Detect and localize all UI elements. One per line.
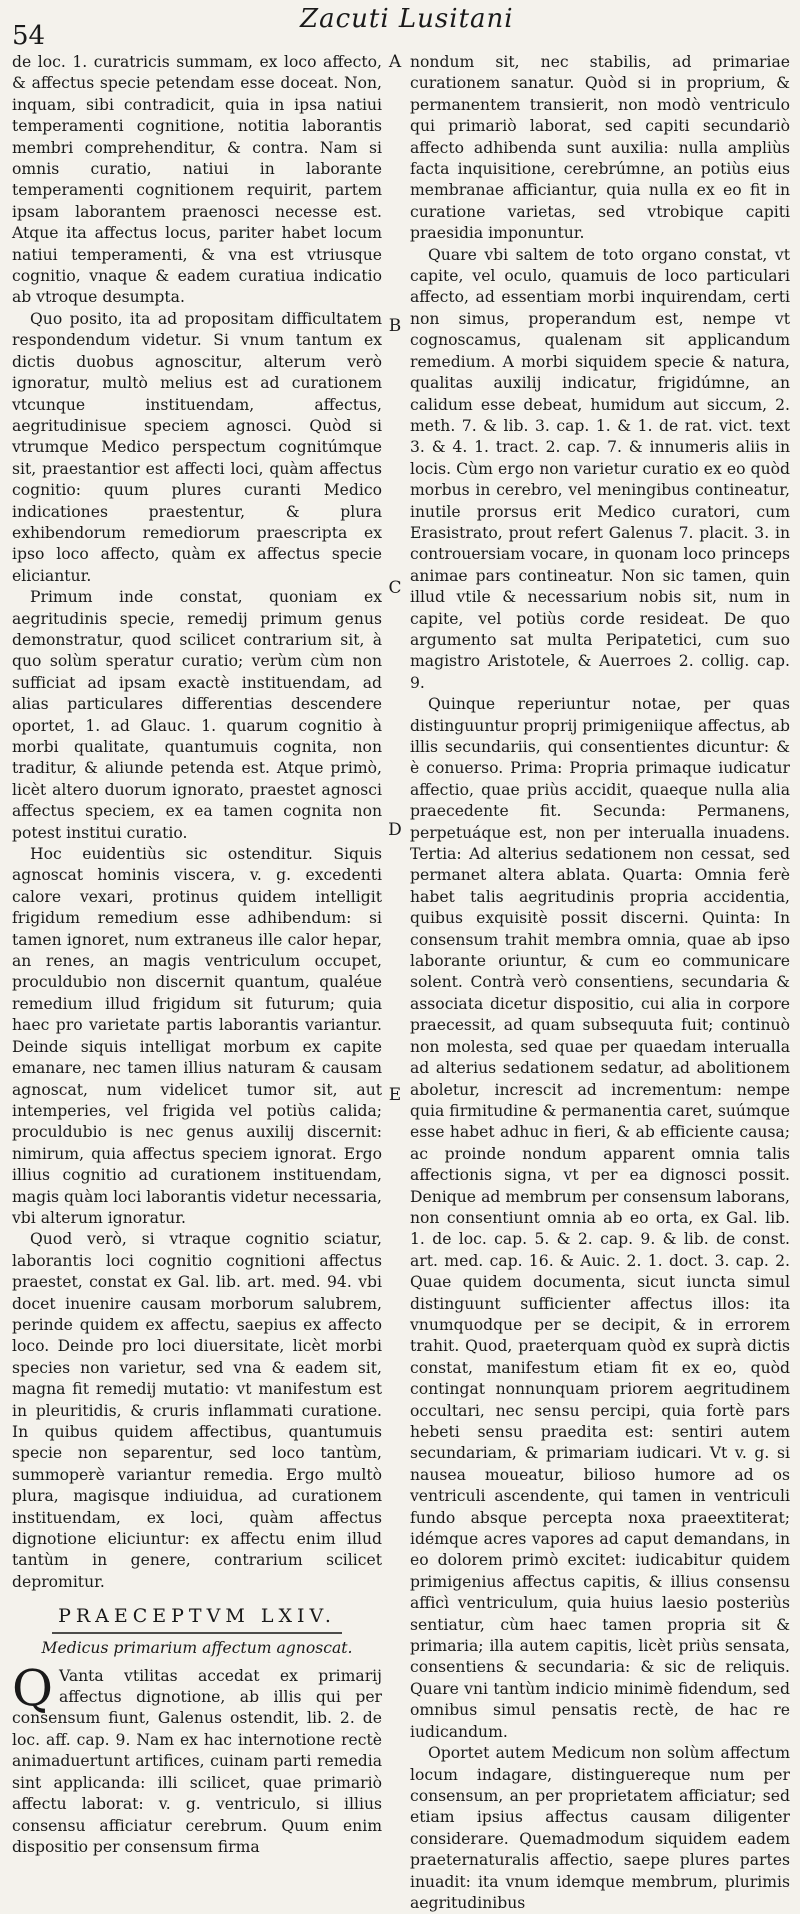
margin-letter: E [388,1085,402,1105]
paragraph: Quinque reperiuntur notae, per quas distinguuntur proprij primigeniique affectus, ab illis secundariis, qui consentientes dicuntur: & è conuerso. Prima: Propria primaque iudicatur affectio, quae priùs accidit, quaeque nulla alia praecedente fit. Secunda: Permanens, perpetuáque est, non per interualla inuadens. Tertia: Ad alterius sedationem non cessat, sed permanet altera ablata. Quarta: Omnia ferè habet talis aegritudinis propria accidentia, quibus exquisitè possit discerni. Quinta: In consensum trahit membra omnia, quae ab ipso laborante oriuntur, & cum eo communicare solent. Contrà verò consentiens, secundaria & associata dicetur dispositio, cui alia in corpore praecessit, ad quam subsequuta fuit; continuò non molesta, sed quae per quaedam interualla ad alterius sedationem sedatur, ad abolitionem aboletur, increscit ad incrementum: nempe quia firmitudine & permanentia caret, suúmque esse habet adhuc in fieri, & ab efficiente causa; ac proinde nondum apparent omnia talis affectionis signa, vt per ea dignosci possit. Denique ad membrum per consensum laborans, non consentiunt omnia ab eo orta, ex Gal. lib. 1. de loc. cap. 5. & 2. cap. 9. & lib. de const. art. med. cap. 16. & Auic. 2. 1. doct. 3. cap. 2. Quae quidem documenta, sicut iuncta simul distinguunt sufficienter affectus illos: ita vnumquodque per se decipit, & in errorem trahit. Quod, praeterquam quòd ex suprà dictis constat, manifestum etiam fit ex eo, quòd contingat nonnunquam priorem aegritudinem occultari, nec sensu percipi, quia fortè pars hebeti sensu praedita est: sentiri autem secundariam, & primariam iudicari. Vt v. g. si nausea moueatur, bilioso humore ad os ventriculi ascendente, qui tamen in ventriculi fundo absque percepta noxa praeextiterat; idémque acres vapores ad caput demandans, in eo dolorem primò excitet: iudicabitur quidem primigenius affectus capitis, & illius consensu afficì ventriculum, quia huius laesio posteriùs sentiatur, cùm haec tamen propria sit & primaria; illa autem capitis, licèt priùs sensata, consentiens & secundaria: & sic de reliquis. Quare vni tantùm indicio minimè fidendum, sed omnibus simul pensatis rectè, de hac re iudicandum. [410,695,790,1741]
paragraph: Oportet autem Medicum non solùm affectum locum indagare, distinguereque num per consensum, an per proprietatem afficiatur; sed etiam ipsius affectus causam diligenter considerare. Quemadmodum siquidem eadem praeternaturalis affectio, saepe plures partes inuadit: ita vnum idemque membrum, plurimis aegritudinibus [410,1744,790,1912]
section-divider [52,1632,342,1634]
margin-letter: A [388,52,402,72]
section-subtitle: Medicus primarium affectum agnoscat. [41,1639,353,1658]
paragraph: Quod verò, si vtraque cognitio sciatur, laborantis loci cognitio cognitioni affectus praestet, constat ex Gal. lib. art. med. 94. vbi docet inuenire causam morborum salubrem, perinde quidem ex affectu, saepius ex affecto loco. Deinde pro loci diuersitate, licèt morbi species non varietur, sed vna & eadem sit, magna fit remedij mutatio: vt manifestum est in pleuritidis, & cruris inflammati curatione. In quibus quidem affectibus, quantumuis specie non separentur, sed loco tantùm, summoperè variantur remedia. Ergo multò plura, magisque indiuidua, ad curationem instituendam, ex loci, quàm affectus dignotione eliciuntur: ex affectu enim illud tantùm in genere, contrarium scilicet depromitur. [12,1230,382,1591]
paragraph: Quare vbi saltem de toto organo constat, vt capite, vel oculo, quamuis de loco particulari affecto, ad essentiam morbi inquirendam, certi non simus, properandum est, nempe vt cognoscamus, qualenam sit applicandum remedium. A morbi siquidem specie & natura, qualitas auxilij indicatur, frigidúmne, an calidum esse debeat, humidum aut siccum, 2. meth. 7. & lib. 3. cap. 1. & 1. de rat. vict. text 3. & 4. 1. tract. 2. cap. 7. & innumeris aliis in locis. Cùm ergo non varietur curatio ex eo quòd morbus in cerebro, vel meningibus contineatur, inutile prorsus erit Medico curatori, cum Erasistrato, prout refert Galenus 7. placit. 3. in controuersiam vocare, in quonam loco princeps animae pars contineatur. Non sic tamen, quin illud vtile & necessarium nobis sit, num in capite, vel potiùs corde resideat. De quo argumento sat multa Peripatetici, cum suo magistro Aristotele, & Auerroes 2. collig. cap. 9. [410,245,790,692]
margin-letter: B [388,316,402,336]
paragraph: Hoc euidentiùs sic ostenditur. Siquis agnoscat hominis viscera, v. g. excedenti calore vexari, protinus quidem intelligit frigidum remedium esse adhibendum: si tamen ignoret, num extraneus ille calor hepar, an renes, an magis ventriculum occupet, proculdubio non discernit quantum, qualéue remedium illud frigidum sit futurum; quia haec pro varietate partis laborantis variantur. Deinde siquis intelligat morbum ex capite emanare, nec tamen illius naturam & causam agnoscat, num videlicet tumor sit, aut intemperies, vel frigida vel potiùs calida; proculdubio is nec genus auxilij discernit: nimirum, quia affectus speciem ignorat. Ergo illius cognitio ad curationem instituendam, magis quàm loci laborantis videtur necessaria, vbi alterum ignoratur. [12,845,382,1227]
paragraph: de loc. 1. curatricis summam, ex loco affecto, & affectus specie petendam esse doceat. Non, inquam, sibi contradicit, quia in ipsa natiui temperamenti cognitione, notitia laborantis membri comprehenditur, & contra. Nam si omnis curatio, natiui in laborante temperamenti cognitionem requirit, partem ipsam laborantem praenosci necesse est. Atque ita affectus locus, pariter habet locum natiui temperamenti, & vna est vtriusque cognitio, vnaque & eadem curatiua indicatio ab vtroque desumpta. [12,53,382,307]
right-column [410,52,790,1912]
paragraph: nondum sit, nec stabilis, ad primariae curationem sanatur. Quòd si in proprium, & permanentem transierit, non modò ventriculo qui primariò laborat, sed capiti secundariò affecto adhibenda sunt auxilia: nulla ampliùs facta inquisitione, cerebrúmne, an potiùs eius membranae afficiantur, quia nulla ex eo fit in curatione varietas, sed vtrobique capiti praesidia imponuntur. [410,53,790,243]
paragraph: Primum inde constat, quoniam ex aegritudinis specie, remedij primum genus demonstratur, quod scilicet contrarium sit, à quo solùm speratur curatio; verùm cùm non sufficiat ad ipsam exactè instituendam, ad alias particulares differentias descendere oportet, 1. ad Glauc. 1. quarum cognitio à morbi qualitate, quantumuis cognita, non traditur, & aliunde petenda est. Atque primò, licèt altero duorum ignorato, praestet agnosci affectus speciem, ex ea tamen cognita non potest institui curatio. [12,588,382,842]
drop-cap: Q [12,1658,53,1717]
paragraph-text: Vanta vtilitas accedat ex primarij affectus dignotione, ab illis qui per consensum fiunt, Galenus ostendit, lib. 2. de loc. aff. cap. 9. Nam ex hac internotione rectè animaduertunt artifices, cuinam parti remedia sint applicanda: illi scilicet, quae primariò affectu laborat: v. g. ventriculo, si illius consensu afficiatur cerebrum. Quum enim dispositio per consensum firma [12,1666,382,1856]
left-column [12,52,382,1856]
page-number: 54 [12,21,46,51]
paragraph: Quo posito, ita ad propositam difficultatem respondendum videtur. Si vnum tantum ex dictis duobus agnoscitur, alterum verò ignoratur, multò melius est ad curationem vtcunque instituendam, affectus, aegritudinisue speciem agnosci. Quòd si vtrumque Medico perspectum cognitúmque sit, praestantior est affecti loci, quàm affectus cognitio: quum plures curanti Medico indicationes praestentur, & plura exhibendorum remediorum praescripta ex ipso loco affecto, quàm ex affectus specie eliciantur. [12,309,382,585]
paragraph [12,1658,382,1859]
margin-letter: D [388,820,402,840]
running-title: Zacuti Lusitani [300,4,514,34]
section-title: PRAECEPTVM LXIV. [58,1605,336,1628]
margin-letter: C [388,578,402,598]
margin-markers [383,0,407,1436]
